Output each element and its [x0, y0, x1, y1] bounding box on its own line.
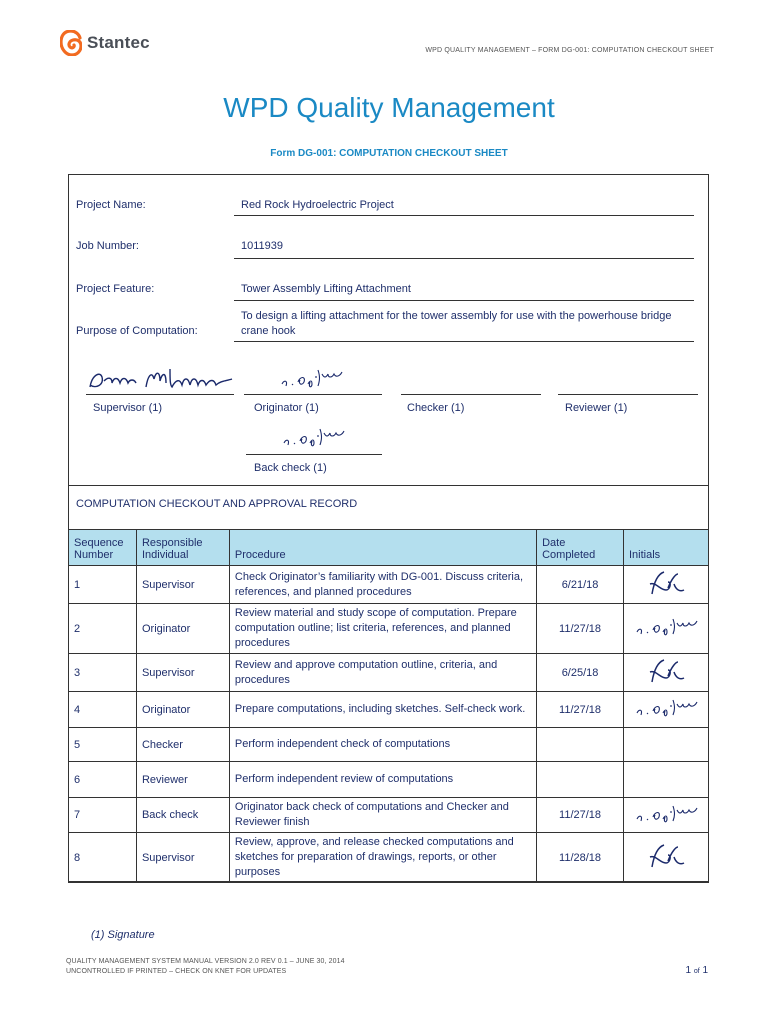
reviewer-sig-label: Reviewer (1) — [565, 402, 628, 414]
originator-sig-label: Originator (1) — [254, 402, 319, 414]
footer-text — [66, 957, 345, 977]
cell-responsible: Originator — [136, 604, 229, 654]
cell-sequence: 6 — [69, 762, 137, 798]
footer-line-1: QUALITY MANAGEMENT SYSTEM MANUAL VERSION 2.0 REV 0.1 – JUNE 30, 2014 — [66, 958, 345, 965]
supervisor-initials-icon — [644, 568, 688, 598]
back-check-signature — [280, 425, 350, 449]
stantec-logo-icon — [60, 30, 82, 56]
table-row — [69, 604, 709, 654]
cell-sequence: 8 — [69, 833, 137, 883]
cell-initials — [624, 798, 709, 833]
record-title: COMPUTATION CHECKOUT AND APPROVAL RECORD — [76, 498, 358, 510]
cell-responsible: Supervisor — [136, 654, 229, 692]
cell-initials — [624, 728, 709, 762]
procedure-line: procedures — [234, 673, 290, 686]
back-check-sig-label: Back check (1) — [254, 462, 327, 474]
supervisor-sig-label: Supervisor (1) — [93, 402, 163, 414]
col-initials: Initials — [624, 530, 709, 566]
cell-date: 11/27/18 — [537, 692, 624, 728]
purpose-label: Purpose of Computation: — [76, 325, 198, 337]
page-current: 1 — [685, 965, 692, 976]
logo-text: Stantec — [87, 33, 150, 52]
cell-responsible: Supervisor — [136, 566, 229, 604]
originator-sig-line — [244, 394, 382, 395]
cell-procedure — [229, 654, 536, 692]
cell-sequence: 3 — [69, 654, 137, 692]
purpose-value-line2: crane hook — [241, 325, 296, 337]
procedure-line: Check Originator’s familiarity with DG-001. Discuss criteria, — [234, 570, 524, 583]
project-feature-underline — [234, 300, 694, 301]
purpose-underline — [234, 341, 694, 342]
procedure-line: sketches for preparation of drawings, reports, or other — [234, 851, 497, 863]
procedure-line: Prepare computations, including sketches. Self-check work. — [234, 703, 526, 715]
cell-sequence: 2 — [69, 604, 137, 654]
cell-responsible: Reviewer — [136, 762, 229, 798]
cell-initials — [624, 762, 709, 798]
checker-sig-line — [401, 394, 541, 395]
table-header-row — [69, 530, 709, 566]
cell-date — [537, 762, 624, 798]
supervisor-sig-line — [86, 394, 234, 395]
page-number — [685, 965, 708, 976]
cell-date: 6/25/18 — [537, 654, 624, 692]
project-name-label: Project Name: — [76, 199, 146, 211]
supervisor-initials-icon — [644, 656, 688, 686]
cell-initials — [624, 566, 709, 604]
table-row — [69, 654, 709, 692]
col-procedure: Procedure — [229, 530, 536, 566]
form-title: Form DG-001: COMPUTATION CHECKOUT SHEET — [270, 148, 508, 159]
originator-initials-icon — [633, 803, 699, 825]
originator-initials-icon — [633, 697, 699, 719]
footer-line-2: UNCONTROLLED IF PRINTED – CHECK ON KNET FOR UPDATES — [66, 968, 287, 975]
page-total: 1 — [702, 965, 708, 976]
table-row — [69, 798, 709, 833]
cell-sequence: 4 — [69, 692, 137, 728]
back-check-sig-line — [246, 454, 382, 455]
supervisor-signature — [86, 365, 236, 395]
cell-sequence: 1 — [69, 566, 137, 604]
job-number-label: Job Number: — [76, 240, 139, 252]
cell-initials — [624, 833, 709, 883]
cell-procedure — [229, 833, 536, 883]
cell-initials — [624, 692, 709, 728]
procedure-line: references, and planned procedures — [234, 585, 412, 598]
cell-date: 6/21/18 — [537, 566, 624, 604]
cell-responsible: Checker — [136, 728, 229, 762]
col-sequence-number: Sequence Number — [69, 530, 137, 566]
project-name-value: Red Rock Hydroelectric Project — [241, 199, 394, 211]
page-title: WPD Quality Management — [223, 92, 555, 123]
originator-signature — [278, 366, 348, 390]
supervisor-initials-icon — [644, 841, 688, 871]
procedure-line: Review material and study scope of computation. Prepare — [234, 607, 517, 619]
col-responsible-individual: Responsible Individual — [136, 530, 229, 566]
cell-date: 11/27/18 — [537, 798, 624, 833]
procedure-line: Originator back check of computations and Checker and — [234, 801, 509, 813]
procedure-line: computation outline; list criteria, references, and planned — [234, 622, 511, 634]
table-row — [69, 728, 709, 762]
cell-initials — [624, 604, 709, 654]
cell-procedure — [229, 566, 536, 604]
cell-responsible: Back check — [136, 798, 229, 833]
procedure-line: procedures — [234, 637, 290, 649]
procedure-line: Review and approve computation outline, criteria, and — [234, 658, 498, 671]
project-feature-value: Tower Assembly Lifting Attachment — [241, 283, 411, 295]
cell-procedure — [229, 762, 536, 798]
cell-responsible: Supervisor — [136, 833, 229, 883]
job-number-value: 1011939 — [241, 240, 284, 252]
record-separator — [68, 485, 709, 486]
procedure-line: Reviewer finish — [234, 816, 310, 828]
procedure-line: purposes — [234, 866, 281, 878]
job-number-underline — [234, 258, 694, 259]
cell-date: 11/28/18 — [537, 833, 624, 883]
cell-procedure — [229, 604, 536, 654]
table-row — [69, 762, 709, 798]
procedure-line: Perform independent review of computations — [234, 773, 454, 785]
cell-date: 11/27/18 — [537, 604, 624, 654]
col-date-completed: Date Completed — [537, 530, 624, 566]
project-feature-label: Project Feature: — [76, 283, 155, 295]
cell-procedure — [229, 798, 536, 833]
table-row — [69, 566, 709, 604]
cell-sequence: 5 — [69, 728, 137, 762]
project-name-underline — [234, 215, 694, 216]
checkout-record-table — [68, 529, 709, 883]
reviewer-sig-line — [558, 394, 698, 395]
page-of: of — [693, 968, 700, 975]
cell-date — [537, 728, 624, 762]
signature-note: (1) Signature — [91, 929, 155, 941]
running-head: WPD QUALITY MANAGEMENT – FORM DG-001: COMPUTATION CHECKOUT SHEET — [425, 47, 714, 54]
originator-initials-icon — [633, 616, 699, 638]
checker-sig-label: Checker (1) — [407, 402, 465, 414]
cell-procedure — [229, 692, 536, 728]
table-row — [69, 833, 709, 883]
procedure-line: Review, approve, and release checked computations and — [234, 836, 514, 848]
table-row — [69, 692, 709, 728]
stantec-logo — [60, 30, 150, 56]
cell-sequence: 7 — [69, 798, 137, 833]
purpose-value-line1: To design a lifting attachment for the tower assembly for use with the powerhouse bridge — [241, 310, 672, 322]
cell-initials — [624, 654, 709, 692]
procedure-line: Perform independent check of computations — [234, 738, 451, 750]
cell-procedure — [229, 728, 536, 762]
cell-responsible: Originator — [136, 692, 229, 728]
